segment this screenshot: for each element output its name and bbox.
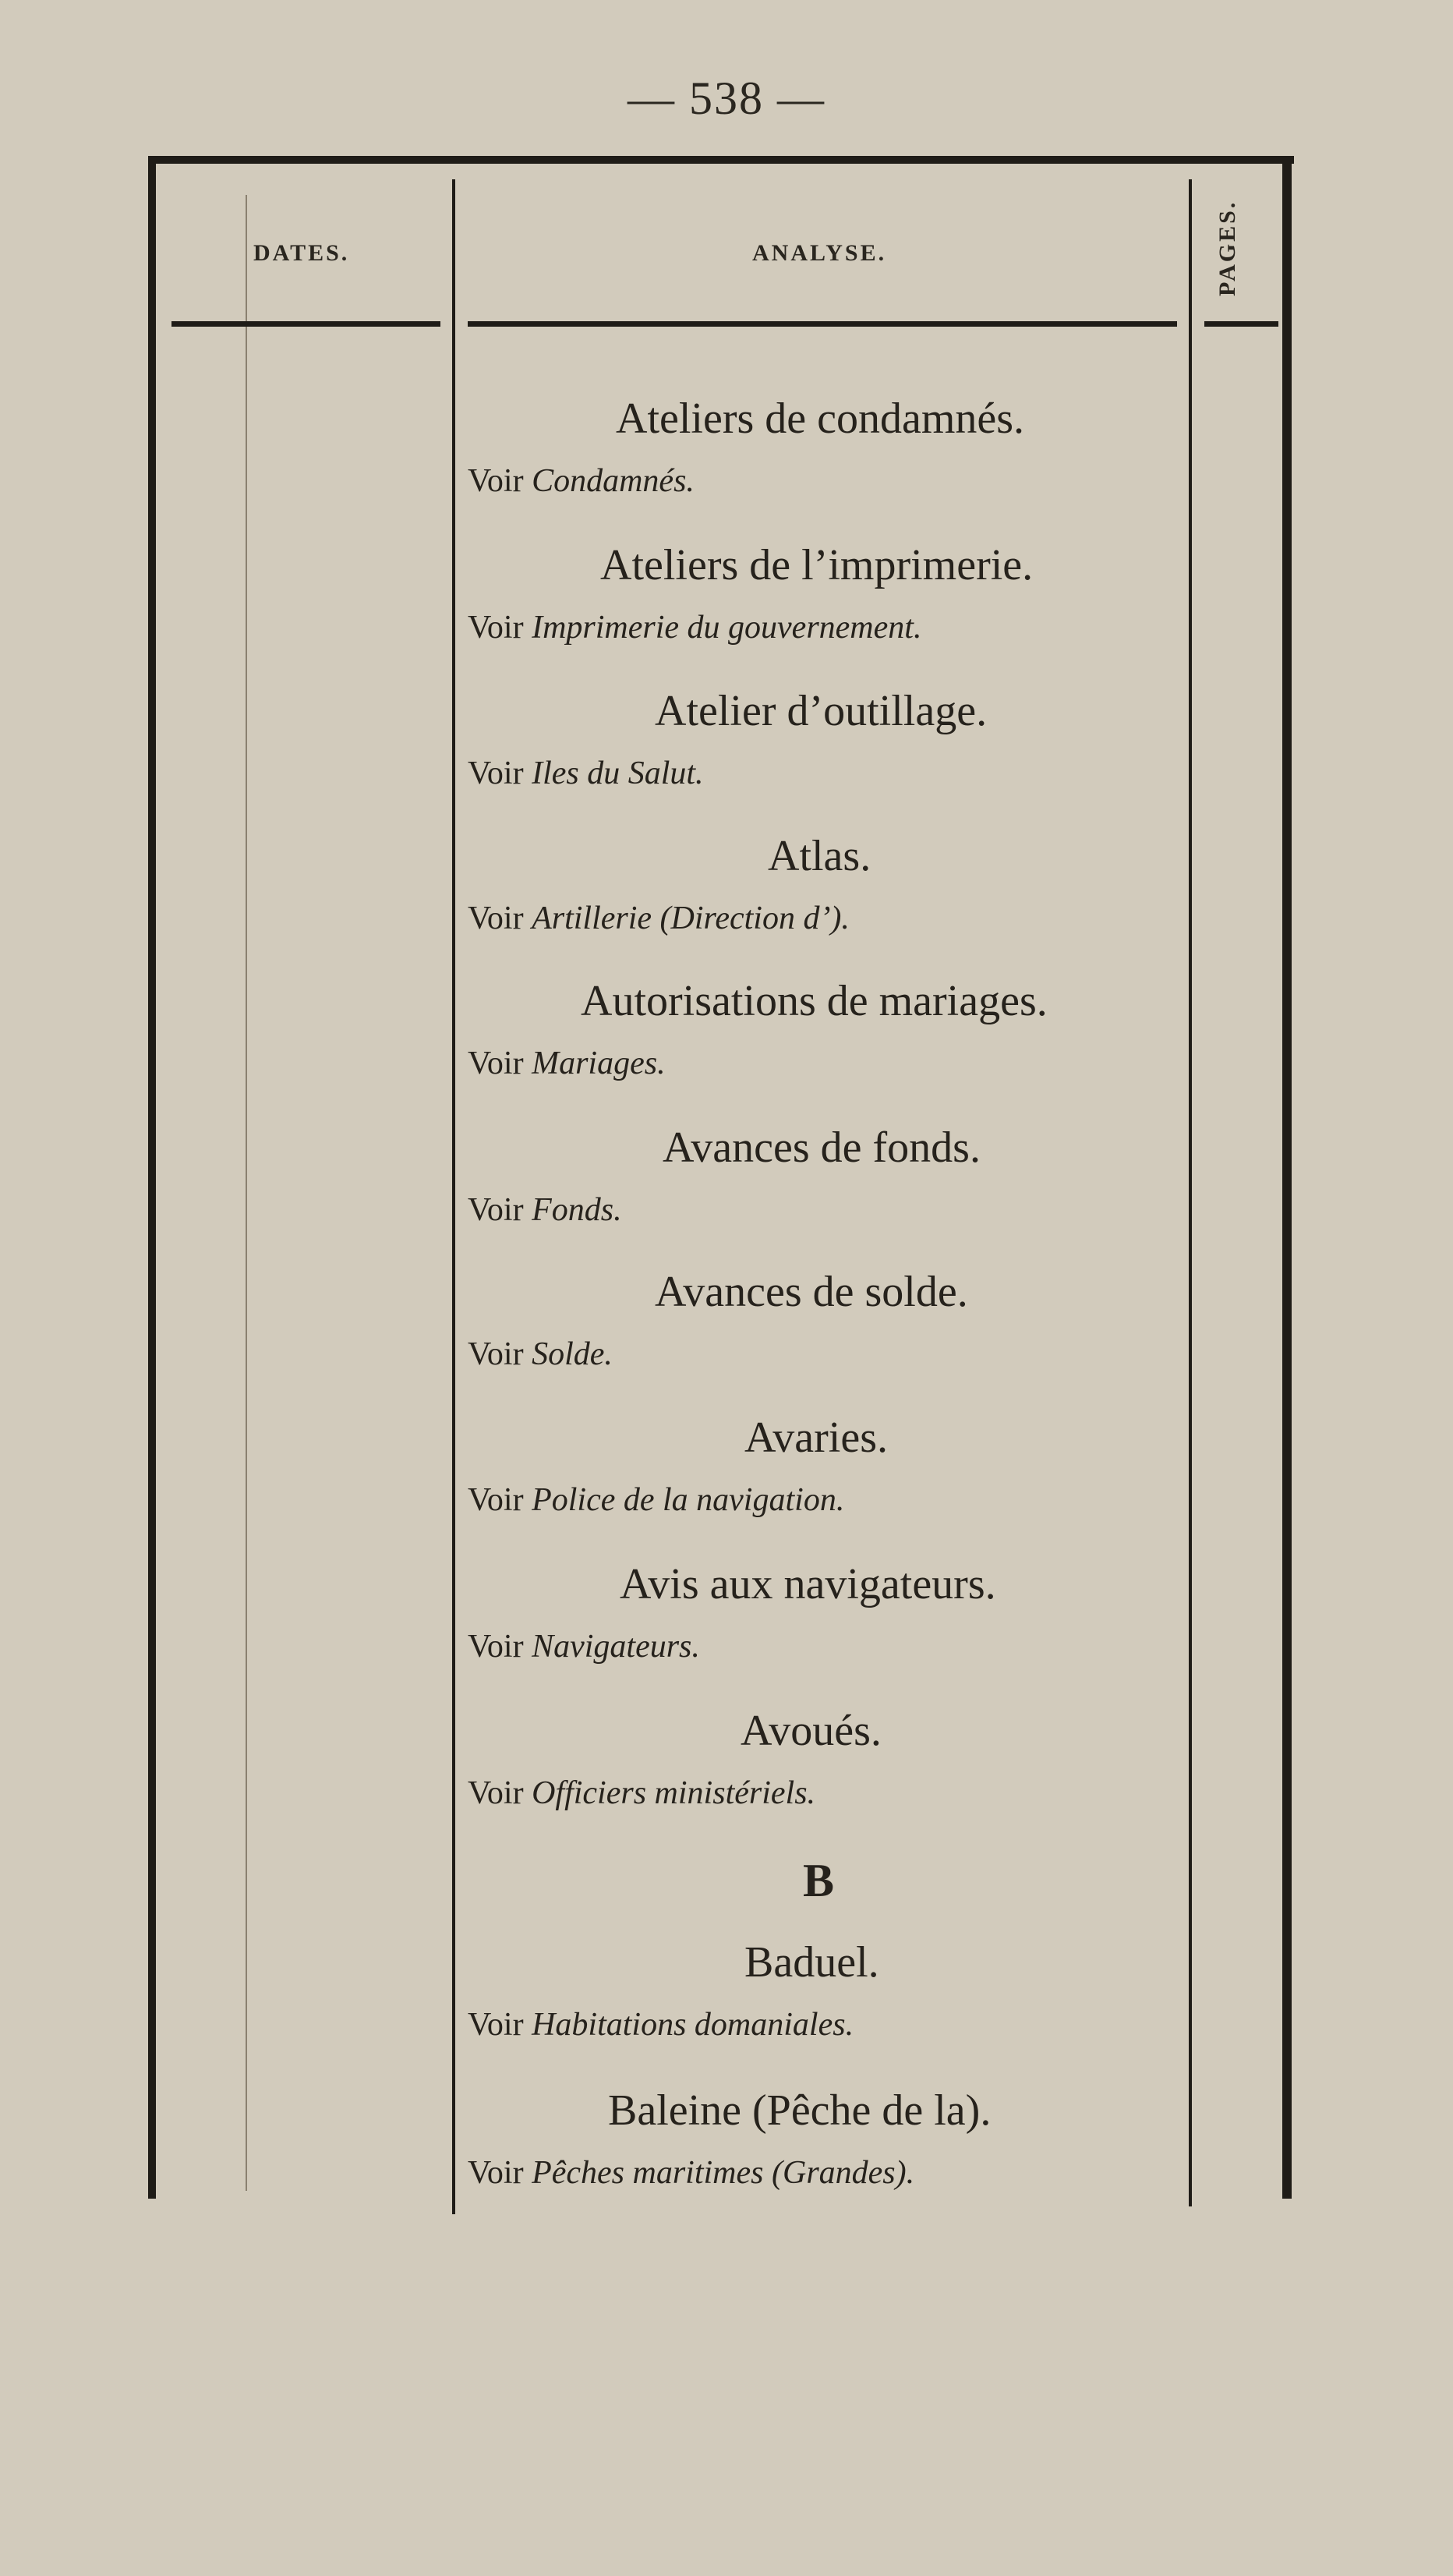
entry-title: Avances de solde. [655, 1268, 968, 1316]
top-rule [148, 156, 1294, 164]
pages-column-rule [1189, 179, 1192, 2206]
right-border [1282, 156, 1292, 2199]
entry-ref: Officiers ministériels. [532, 1775, 816, 1811]
entry-see [468, 900, 850, 937]
entry-see [468, 609, 921, 646]
entry-see [468, 2006, 854, 2043]
entry-ref: Police de la navigation. [532, 1482, 845, 1518]
entry-see [468, 1336, 613, 1373]
section-letter: B [803, 1855, 835, 1906]
page-number: — 538 — [628, 73, 825, 124]
voir-label: Voir [468, 1192, 524, 1228]
entry-title: Avis aux navigateurs. [620, 1560, 996, 1608]
voir-label: Voir [468, 1629, 524, 1665]
entry-title: Baduel. [744, 1938, 879, 1987]
header-rule-pages [1204, 321, 1278, 327]
header-pages: PAGES. [1214, 200, 1240, 296]
entry-title: Ateliers de condamnés. [616, 395, 1025, 443]
voir-label: Voir [468, 2155, 524, 2191]
entry-title: Avances de fonds. [663, 1123, 981, 1172]
entry-ref: Navigateurs. [532, 1629, 700, 1665]
voir-label: Voir [468, 901, 524, 936]
entry-see [468, 1191, 622, 1229]
entry-see [468, 462, 695, 500]
voir-label: Voir [468, 610, 524, 646]
voir-label: Voir [468, 2007, 524, 2043]
header-rule-analyse [468, 321, 1177, 327]
header-dates: DATES. [253, 240, 350, 266]
header-rule-dates [171, 321, 440, 327]
entry-ref: Fonds. [532, 1192, 622, 1228]
header-analyse: ANALYSE. [752, 240, 887, 266]
entry-see [468, 1481, 844, 1519]
voir-label: Voir [468, 1482, 524, 1518]
entry-ref: Habitations domaniales. [532, 2007, 854, 2043]
entry-ref: Mariages. [532, 1046, 666, 1081]
entry-title: Baleine (Pêche de la). [608, 2086, 992, 2135]
inner-left-rule [246, 195, 247, 2191]
entry-title: Atelier d’outillage. [655, 687, 988, 735]
voir-label: Voir [468, 1336, 524, 1372]
entry-see [468, 1775, 815, 1812]
voir-label: Voir [468, 463, 524, 499]
voir-label: Voir [468, 755, 524, 791]
voir-label: Voir [468, 1046, 524, 1081]
entry-see [468, 755, 704, 792]
entry-title: Atlas. [768, 832, 871, 880]
entry-see [468, 1045, 666, 1082]
dates-column-rule [452, 179, 455, 2214]
voir-label: Voir [468, 1775, 524, 1811]
entry-title: Avaries. [744, 1414, 888, 1462]
entry-ref: Solde. [532, 1336, 613, 1372]
entry-ref: Imprimerie du gouvernement. [532, 610, 922, 646]
entry-ref: Condamnés. [532, 463, 695, 499]
index-table [148, 156, 1294, 2199]
entry-title: Ateliers de l’imprimerie. [600, 541, 1034, 589]
entry-title: Avoués. [741, 1707, 882, 1755]
entry-ref: Iles du Salut. [532, 755, 704, 791]
left-border [148, 156, 156, 2199]
entry-title: Autorisations de mariages. [581, 977, 1048, 1025]
entry-ref: Pêches maritimes (Grandes). [532, 2155, 915, 2191]
entry-see [468, 2154, 914, 2192]
entry-see [468, 1628, 700, 1665]
entry-ref: Artillerie (Direction d’). [532, 901, 850, 936]
